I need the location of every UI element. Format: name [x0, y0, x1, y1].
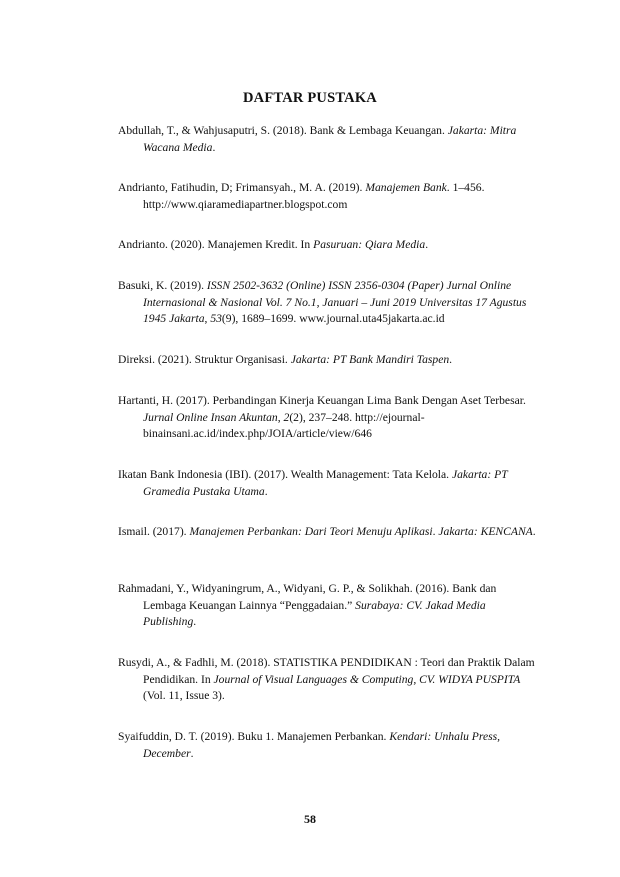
reference-italic-text: Surabaya: CV. Jakad Media Publishing [143, 598, 486, 628]
reference-entry [118, 237, 540, 254]
page-title: DAFTAR PUSTAKA [243, 90, 377, 106]
reference-italic-text: Jakarta: PT Gramedia Pustaka Utama [143, 468, 508, 498]
reference-italic-text: Manajemen Bank [365, 181, 447, 194]
reference-text: (Vol. 11, Issue 3). [143, 689, 225, 702]
reference-text: Syaifuddin, D. T. (2019). Buku 1. Manajemen Perbankan. [118, 730, 390, 743]
reference-text: Rusydi, A., & Fadhli, M. (2018). STATISTIKA PENDIDIKAN : Teori dan Praktik Dalam Pendidikan. In [118, 656, 535, 686]
reference-entry [118, 581, 540, 631]
reference-text: (9), 1689–1699. www.journal.uta45jakarta.ac.id [221, 312, 445, 325]
reference-text: . [190, 746, 194, 760]
reference-text: . [449, 353, 453, 366]
reference-italic-text: Pasuruan: Qiara Media [313, 238, 426, 251]
reference-italic-text: Jakarta: Mitra Wacana Media [143, 124, 517, 154]
reference-text: Ismail. (2017). [118, 525, 190, 538]
reference-italic-text: 53 [210, 312, 222, 325]
reference-italic-text: 2 [283, 410, 290, 424]
reference-italic-text: Kendari: Unhalu Press, December [143, 730, 501, 760]
reference-text: . [212, 140, 216, 154]
reference-text: Rahmadani, Y., Widyaningrum, A., Widyani, G. P., & Solikhah. (2016). Bank dan Lembaga Keuangan Lainnya “Penggadaian.” [118, 582, 497, 612]
reference-italic-text: Journal of Visual Languages & Computing, CV. WIDYA PUSPITA [213, 672, 521, 686]
reference-italic-text: Jakarta: PT Bank Mandiri Taspen [290, 353, 450, 366]
reference-text: Hartanti, H. (2017). Perbandingan Kinerja Keuangan Lima Bank Dengan Aset Terbesar. [118, 394, 526, 407]
reference-text: Andrianto, Fatihudin, D; Frimansyah., M. A. (2019). [118, 181, 366, 194]
reference-text: Direksi. (2021). Struktur Organisasi. [118, 353, 291, 366]
reference-text: . 1–456. http://www.qiaramediapartner.blogspot.com [143, 181, 485, 211]
reference-entry [118, 123, 540, 156]
reference-italic-text: Jakarta: KENCANA [438, 525, 533, 538]
reference-entry [118, 467, 540, 500]
reference-text: Ikatan Bank Indonesia (IBI). (2017). Wealth Management: Tata Kelola. [118, 468, 452, 481]
reference-entry [118, 655, 540, 705]
reference-text: Abdullah, T., & Wahjusaputri, S. (2018). Bank & Lembaga Keuangan. [118, 124, 448, 137]
reference-entry [118, 729, 540, 762]
reference-text: . [193, 615, 197, 628]
reference-italic-text: Jurnal Online Insan Akuntan [143, 410, 278, 424]
reference-italic-text: ISSN 2502-3632 (Online) ISSN 2356-0304 (Paper) Jurnal Online Internasional & Nasional Vol. 7 No.1, Januari – Juni 2019 Universitas 17 Agustus 1945 Jakarta [143, 279, 527, 325]
reference-text: Andrianto. (2020). Manajemen Kredit. In [118, 238, 314, 251]
reference-text: , [277, 410, 284, 424]
reference-entry [118, 278, 540, 328]
reference-text: . [432, 525, 439, 538]
reference-text: . [264, 484, 268, 498]
reference-entry [118, 180, 540, 213]
reference-text: Basuki, K. (2019). [118, 279, 207, 292]
reference-entry [118, 393, 540, 443]
reference-italic-text: Manajemen Perbankan: Dari Teori Menuju Aplikasi [189, 525, 433, 538]
reference-text: . [425, 238, 429, 251]
reference-text: . [532, 525, 536, 538]
reference-entry [118, 352, 540, 369]
reference-text: , [204, 312, 211, 325]
reference-text: (2), 237–248. http://ejournal-binainsani.ac.id/index.php/JOIA/article/view/646 [143, 410, 425, 440]
reference-entry [118, 524, 540, 541]
page-number: 58 [304, 812, 316, 826]
